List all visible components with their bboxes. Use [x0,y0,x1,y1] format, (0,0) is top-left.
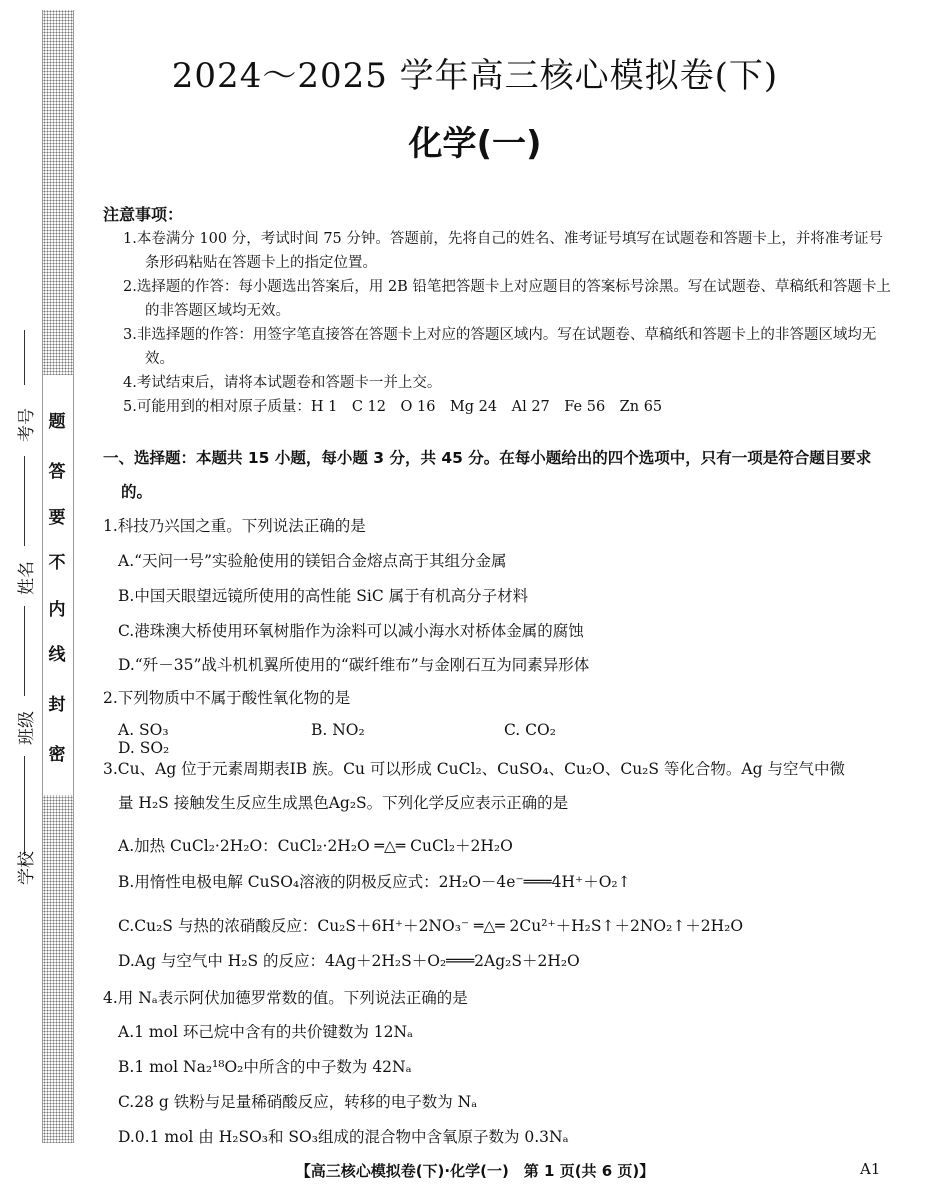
question-3-stem-line1: 3.Cu、Ag 位于元素周期表ⅠB 族。Cu 可以形成 CuCl₂、CuSO₄、Cu₂O、Cu₂S 等化合物。Ag 与空气中微 [103,760,845,778]
question-4-stem: 4.用 Nₐ表示阿伏加德罗常数的值。下列说法正确的是 [103,989,468,1007]
seal-char: 内 [48,600,66,620]
field-name: 姓名 [17,561,37,595]
field-line [24,606,25,696]
notice-item: 4.考试结束后，请将本试题卷和答题卡一并上交。 [123,375,442,391]
seal-char: 题 [48,412,66,432]
page-subtitle: 化学(一) [408,124,542,164]
notice-item: 1.本卷满分 100 分，考试时间 75 分钟。答题前，先将自己的姓名、准考证号填写在试题卷和答题卡上，并将准考证号条形码粘贴在答题卡上的指定位置。 [123,231,883,271]
field-line [24,756,25,856]
seal-line-area [42,375,74,795]
seal-char: 不 [48,553,66,573]
question-2-options [118,721,838,757]
question-3-stem-line2: 量 H₂S 接触发生反应生成黑色Ag₂S。下列化学反应表示正确的是 [118,794,569,812]
question-2-option-a: A. SO₃ [118,721,169,739]
question-3-option-a: A.加热 CuCl₂·2H₂O：CuCl₂·2H₂O ═△═ CuCl₂＋2H₂O [118,837,513,855]
question-4-option-d: D.0.1 mol 由 H₂SO₃和 SO₃组成的混合物中含氧原子数为 0.3Nₐ [118,1128,569,1146]
question-4-option-b: B.1 mol Na₂¹⁸O₂中所含的中子数为 42Nₐ [118,1058,412,1076]
page-footer: 【高三核心模拟卷(下)·化学(一) 第 1 页(共 6 页)】 [295,1162,655,1180]
question-3-option-d: D.Ag 与空气中 H₂S 的反应：4Ag＋2H₂S＋O₂═══2Ag₂S＋2H₂O [118,952,580,970]
notice-item: 5.可能用到的相对原子质量：H 1 C 12 O 16 Mg 24 Al 27 Fe 56 Zn 65 [123,399,663,415]
paper-code: A1 [860,1160,881,1178]
section-heading [103,441,893,509]
question-2-option-d: D. SO₂ [118,739,170,757]
question-1-option-b: B.中国天眼望远镜所使用的高性能 SiC 属于有机高分子材料 [118,587,529,605]
question-4-option-c: C.28 g 铁粉与足量稀硝酸反应，转移的电子数为 Nₐ [118,1093,478,1111]
section-text: 一、选择题：本题共 15 小题，每小题 3 分，共 45 分。在每小题给出的四个选项中，只有一项是符合题目要求的。 [103,449,872,501]
question-1-option-c: C.港珠澳大桥使用环氧树脂作为涂料可以减小海水对桥体金属的腐蚀 [118,622,584,640]
question-2-option-c: C. CO₂ [504,721,556,739]
question-3-option-c: C.Cu₂S 与热的浓硝酸反应：Cu₂S＋6H⁺＋2NO₃⁻ ═△═ 2Cu²⁺＋H₂S↑＋2NO₂↑＋2H₂O [118,917,744,935]
question-2-stem: 2.下列物质中不属于酸性氧化物的是 [103,689,351,707]
notice-item: 2.选择题的作答：每小题选出答案后，用 2B 铅笔把答题卡上对应题目的答案标号涂黑。写在试题卷、草稿纸和答题卡上的非答题区域均无效。 [123,279,891,319]
field-class: 班级 [17,711,37,745]
question-1-option-a: A.“天问一号”实验舱使用的镁铝合金熔点高于其组分金属 [118,552,507,570]
field-line [24,330,25,385]
notice-section [103,202,893,419]
field-line [24,456,25,546]
notice-heading: 注意事项： [103,205,184,224]
question-1-option-d: D.“歼－35”战斗机机翼所使用的“碳纤维布”与金刚石互为同素异形体 [118,656,590,674]
question-1-stem: 1.科技乃兴国之重。下列说法正确的是 [103,517,366,535]
seal-char: 封 [48,695,66,715]
question-4-option-a: A.1 mol 环己烷中含有的共价键数为 12Nₐ [118,1023,414,1041]
question-2-option-b: B. NO₂ [311,721,365,739]
field-school: 学校 [17,851,37,885]
seal-char: 要 [48,508,66,528]
page-title: 2024～2025 学年高三核心模拟卷(下) [171,56,779,96]
question-3-option-b: B.用惰性电极电解 CuSO₄溶液的阴极反应式：2H₂O－4e⁻═══4H⁺＋O₂↑ [118,873,631,891]
field-exam-number: 考号 [17,408,37,442]
seal-char: 密 [48,745,66,765]
seal-char: 线 [48,645,66,665]
seal-char: 答 [48,462,66,482]
notice-item: 3.非选择题的作答：用签字笔直接答在答题卡上对应的答题区域内。写在试题卷、草稿纸和答题卡上的非答题区域均无效。 [123,327,877,367]
